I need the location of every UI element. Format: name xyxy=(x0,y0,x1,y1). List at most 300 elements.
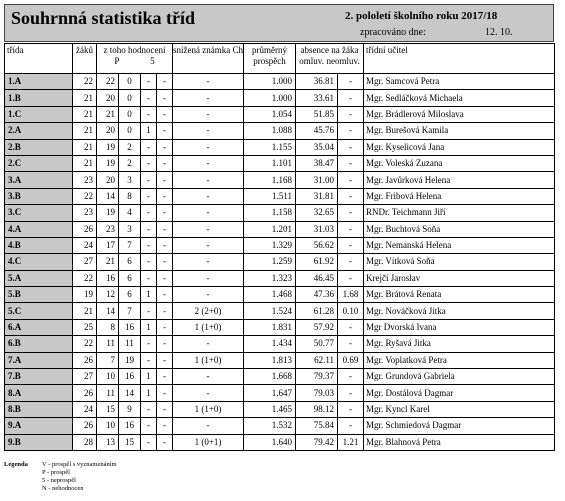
cell-5: 1 xyxy=(141,319,157,335)
cell-trida: 6.A xyxy=(5,319,73,335)
cell-v: 21 xyxy=(97,106,119,122)
table-row xyxy=(5,106,555,122)
cell-trida: 5.A xyxy=(5,270,73,286)
cell-v: 23 xyxy=(97,221,119,237)
cell-ucitel: Mgr. Schmiedová Dagmar xyxy=(364,418,555,434)
cell-ucitel: Mgr. Ryšavá Jitka xyxy=(364,336,555,352)
table-row xyxy=(5,221,555,237)
table-row xyxy=(5,237,555,253)
cell-zaku: 21 xyxy=(73,106,97,122)
cell-v: 11 xyxy=(97,385,119,401)
cell-v: 12 xyxy=(97,287,119,303)
cell-p: 16 xyxy=(119,319,141,335)
cell-trida: 5.B xyxy=(5,287,73,303)
cell-omluv: 57.92 xyxy=(296,319,338,335)
cell-zaku: 21 xyxy=(73,123,97,139)
cell-prumer: 1.668 xyxy=(244,369,296,385)
legend-item: 5 - neprospěl xyxy=(42,477,76,484)
report-title: Souhrnná statistika tříd xyxy=(11,8,196,28)
cell-p: 11 xyxy=(119,336,141,352)
col-header-ucitel: třídní učitel xyxy=(364,44,555,74)
cell-neomluv: 1.21 xyxy=(338,434,364,450)
table-row xyxy=(5,155,555,171)
cell-snizena: - xyxy=(173,155,244,171)
absence-title: absence na žáka xyxy=(300,45,359,55)
cell-trida: 2.B xyxy=(5,139,73,155)
cell-omluv: 79.42 xyxy=(296,434,338,450)
cell-omluv: 31.00 xyxy=(296,172,338,188)
cell-ucitel: Mgr. Blahnová Petra xyxy=(364,434,555,450)
col-header-prumer: průměrný prospěch xyxy=(244,44,296,74)
cell-v: 19 xyxy=(97,155,119,171)
cell-prumer: 1.088 xyxy=(244,123,296,139)
cell-omluv: 47.36 xyxy=(296,287,338,303)
cell-prumer: 1.259 xyxy=(244,254,296,270)
cell-zaku: 22 xyxy=(73,336,97,352)
cell-p: 0 xyxy=(119,123,141,139)
cell-ucitel: Mgr. Nemanská Helena xyxy=(364,237,555,253)
cell-prumer: 1.155 xyxy=(244,139,296,155)
cell-snizena: - xyxy=(173,237,244,253)
cell-5: - xyxy=(141,221,157,237)
cell-zaku: 21 xyxy=(73,155,97,171)
table-row xyxy=(5,319,555,335)
cell-neomluv: - xyxy=(338,221,364,237)
table-row xyxy=(5,369,555,385)
cell-ucitel: Mgr. Brátová Renata xyxy=(364,287,555,303)
cell-p: 0 xyxy=(119,74,141,90)
cell-zaku: 19 xyxy=(73,287,97,303)
hodnoceni-title: z toho hodnocení xyxy=(103,45,166,55)
cell-prumer: 1.168 xyxy=(244,172,296,188)
legend-item: N - nehodnocen xyxy=(42,485,84,492)
cell-prumer: 1.434 xyxy=(244,336,296,352)
cell-omluv: 36.81 xyxy=(296,74,338,90)
cell-n: - xyxy=(157,385,173,401)
cell-zaku: 25 xyxy=(73,319,97,335)
cell-omluv: 31.81 xyxy=(296,188,338,204)
cell-ucitel: Mgr. Kyncl Karel xyxy=(364,401,555,417)
cell-n: - xyxy=(157,352,173,368)
cell-prumer: 1.532 xyxy=(244,418,296,434)
cell-snizena: - xyxy=(173,287,244,303)
absence-sub-omluv: omluv. xyxy=(299,56,324,66)
table-row xyxy=(5,172,555,188)
cell-n: - xyxy=(157,401,173,417)
cell-prumer: 1.000 xyxy=(244,74,296,90)
cell-v: 14 xyxy=(97,188,119,204)
cell-p: 6 xyxy=(119,254,141,270)
cell-neomluv: - xyxy=(338,172,364,188)
cell-ucitel: Mgr. Sedláčková Michaela xyxy=(364,90,555,106)
cell-v: 11 xyxy=(97,336,119,352)
table-row xyxy=(5,205,555,221)
cell-ucitel: Mgr. Grundová Gabriela xyxy=(364,369,555,385)
cell-n: - xyxy=(157,287,173,303)
cell-omluv: 46.45 xyxy=(296,270,338,286)
cell-v: 10 xyxy=(97,369,119,385)
cell-trida: 3.A xyxy=(5,172,73,188)
school-period: 2. pololetí školního roku 2017/18 xyxy=(345,10,498,22)
cell-v: 20 xyxy=(97,90,119,106)
cell-trida: 1.B xyxy=(5,90,73,106)
cell-n: - xyxy=(157,254,173,270)
cell-zaku: 26 xyxy=(73,352,97,368)
cell-5: 1 xyxy=(141,369,157,385)
table-row xyxy=(5,74,555,90)
cell-neomluv: - xyxy=(338,237,364,253)
col-header-absence xyxy=(296,44,364,74)
cell-snizena: 1 (1+0) xyxy=(173,401,244,417)
cell-ucitel: Mgr. Nováčková Jitka xyxy=(364,303,555,319)
cell-p: 7 xyxy=(119,237,141,253)
cell-p: 15 xyxy=(119,434,141,450)
cell-prumer: 1.524 xyxy=(244,303,296,319)
cell-prumer: 1.647 xyxy=(244,385,296,401)
cell-n: - xyxy=(157,90,173,106)
cell-neomluv: - xyxy=(338,155,364,171)
cell-n: - xyxy=(157,106,173,122)
cell-5: - xyxy=(141,352,157,368)
cell-ucitel: Mgr. Burešová Kamila xyxy=(364,123,555,139)
cell-5: - xyxy=(141,336,157,352)
cell-snizena: - xyxy=(173,139,244,155)
table-row xyxy=(5,401,555,417)
cell-zaku: 23 xyxy=(73,205,97,221)
cell-neomluv: - xyxy=(338,336,364,352)
cell-omluv: 75.84 xyxy=(296,418,338,434)
cell-trida: 9.B xyxy=(5,434,73,450)
cell-neomluv: - xyxy=(338,123,364,139)
cell-omluv: 98.12 xyxy=(296,401,338,417)
cell-omluv: 38.47 xyxy=(296,155,338,171)
cell-n: - xyxy=(157,319,173,335)
cell-snizena: - xyxy=(173,254,244,270)
cell-snizena: - xyxy=(173,369,244,385)
cell-ucitel: Mgr. Vítková Soňa xyxy=(364,254,555,270)
cell-p: 16 xyxy=(119,418,141,434)
cell-trida: 7.B xyxy=(5,369,73,385)
cell-zaku: 28 xyxy=(73,434,97,450)
cell-n: - xyxy=(157,270,173,286)
cell-zaku: 22 xyxy=(73,74,97,90)
cell-trida: 3.B xyxy=(5,188,73,204)
cell-5: - xyxy=(141,418,157,434)
legend-title: Legenda xyxy=(4,461,28,468)
cell-trida: 4.B xyxy=(5,237,73,253)
cell-snizena: - xyxy=(173,205,244,221)
cell-n: - xyxy=(157,74,173,90)
table-row xyxy=(5,90,555,106)
cell-zaku: 27 xyxy=(73,369,97,385)
cell-5: - xyxy=(141,155,157,171)
cell-prumer: 1.201 xyxy=(244,221,296,237)
cell-neomluv: - xyxy=(338,90,364,106)
cell-5: 1 xyxy=(141,123,157,139)
table-row xyxy=(5,352,555,368)
cell-neomluv: 1.68 xyxy=(338,287,364,303)
legend-item: V - prospěl s vyznamenáním xyxy=(42,461,117,468)
cell-trida: 8.A xyxy=(5,385,73,401)
cell-omluv: 45.76 xyxy=(296,123,338,139)
col-header-snizena: snížená známka Ch xyxy=(173,44,244,74)
cell-5: - xyxy=(141,188,157,204)
cell-neomluv: - xyxy=(338,254,364,270)
cell-prumer: 1.813 xyxy=(244,352,296,368)
cell-neomluv: 0.69 xyxy=(338,352,364,368)
cell-prumer: 1.158 xyxy=(244,205,296,221)
legend-item: P - prospěl xyxy=(42,469,70,476)
cell-ucitel: Mgr. Dostálová Dagmar xyxy=(364,385,555,401)
cell-snizena: - xyxy=(173,188,244,204)
cell-omluv: 61.92 xyxy=(296,254,338,270)
cell-n: - xyxy=(157,336,173,352)
cell-n: - xyxy=(157,434,173,450)
cell-neomluv: - xyxy=(338,385,364,401)
cell-snizena: - xyxy=(173,106,244,122)
cell-5: - xyxy=(141,303,157,319)
cell-omluv: 31.03 xyxy=(296,221,338,237)
cell-ucitel: Mgr. Brádlerová Miloslava xyxy=(364,106,555,122)
cell-5: 1 xyxy=(141,287,157,303)
cell-p: 8 xyxy=(119,188,141,204)
cell-omluv: 51.85 xyxy=(296,106,338,122)
cell-zaku: 26 xyxy=(73,221,97,237)
cell-5: - xyxy=(141,172,157,188)
cell-snizena: - xyxy=(173,221,244,237)
cell-ucitel: Mgr Dvorská Ivana xyxy=(364,319,555,335)
cell-prumer: 1.465 xyxy=(244,401,296,417)
cell-neomluv: - xyxy=(338,369,364,385)
cell-snizena: - xyxy=(173,90,244,106)
table-row xyxy=(5,418,555,434)
cell-neomluv: - xyxy=(338,319,364,335)
cell-v: 19 xyxy=(97,139,119,155)
cell-v: 17 xyxy=(97,237,119,253)
cell-p: 19 xyxy=(119,352,141,368)
cell-zaku: 22 xyxy=(73,188,97,204)
cell-p: 2 xyxy=(119,155,141,171)
cell-zaku: 26 xyxy=(73,418,97,434)
cell-zaku: 21 xyxy=(73,139,97,155)
cell-v: 22 xyxy=(97,74,119,90)
cell-p: 6 xyxy=(119,287,141,303)
cell-p: 6 xyxy=(119,270,141,286)
cell-trida: 1.A xyxy=(5,74,73,90)
table-row xyxy=(5,336,555,352)
cell-prumer: 1.468 xyxy=(244,287,296,303)
cell-snizena: - xyxy=(173,336,244,352)
cell-zaku: 21 xyxy=(73,90,97,106)
cell-v: 8 xyxy=(97,319,119,335)
cell-neomluv: 0.10 xyxy=(338,303,364,319)
cell-5: - xyxy=(141,401,157,417)
cell-p: 7 xyxy=(119,303,141,319)
cell-omluv: 56.62 xyxy=(296,237,338,253)
cell-ucitel: Mgr. Voplatková Petra xyxy=(364,352,555,368)
cell-ucitel: Mgr. Javůrková Helena xyxy=(364,172,555,188)
cell-prumer: 1.101 xyxy=(244,155,296,171)
cell-p: 3 xyxy=(119,221,141,237)
cell-v: 7 xyxy=(97,352,119,368)
cell-zaku: 23 xyxy=(73,172,97,188)
cell-snizena: 1 (0+1) xyxy=(173,434,244,450)
cell-n: - xyxy=(157,369,173,385)
cell-5: - xyxy=(141,106,157,122)
cell-snizena: - xyxy=(173,270,244,286)
cell-ucitel: Krejčí Jaroslav xyxy=(364,270,555,286)
cell-v: 15 xyxy=(97,401,119,417)
cell-omluv: 32.65 xyxy=(296,205,338,221)
table-row xyxy=(5,139,555,155)
hodnoceni-sub-p: P xyxy=(114,56,120,66)
cell-zaku: 24 xyxy=(73,401,97,417)
cell-trida: 4.C xyxy=(5,254,73,270)
cell-prumer: 1.511 xyxy=(244,188,296,204)
cell-omluv: 35.04 xyxy=(296,139,338,155)
cell-omluv: 79.03 xyxy=(296,385,338,401)
cell-p: 14 xyxy=(119,385,141,401)
cell-prumer: 1.831 xyxy=(244,319,296,335)
cell-neomluv: - xyxy=(338,188,364,204)
cell-v: 20 xyxy=(97,172,119,188)
col-header-zaku: žáků xyxy=(73,44,97,74)
cell-ucitel: Mgr. Samcová Petra xyxy=(364,74,555,90)
cell-n: - xyxy=(157,418,173,434)
table-row xyxy=(5,123,555,139)
cell-p: 0 xyxy=(119,106,141,122)
cell-v: 10 xyxy=(97,418,119,434)
cell-prumer: 1.640 xyxy=(244,434,296,450)
cell-neomluv: - xyxy=(338,139,364,155)
table-row xyxy=(5,188,555,204)
report-header xyxy=(4,4,554,42)
cell-v: 21 xyxy=(97,254,119,270)
col-header-hodnoceni xyxy=(97,44,173,74)
cell-neomluv: - xyxy=(338,74,364,90)
cell-prumer: 1.054 xyxy=(244,106,296,122)
table-row xyxy=(5,303,555,319)
cell-v: 16 xyxy=(97,270,119,286)
cell-v: 13 xyxy=(97,434,119,450)
cell-prumer: 1.323 xyxy=(244,270,296,286)
processed-date: 12. 10. xyxy=(485,27,513,38)
col-header-trida: třída xyxy=(5,44,73,74)
cell-p: 4 xyxy=(119,205,141,221)
cell-omluv: 33.61 xyxy=(296,90,338,106)
cell-omluv: 62.11 xyxy=(296,352,338,368)
cell-p: 2 xyxy=(119,139,141,155)
cell-ucitel: Mgr. Fribová Helena xyxy=(364,188,555,204)
cell-ucitel: Mgr. Kyselicová Jana xyxy=(364,139,555,155)
cell-snizena: - xyxy=(173,123,244,139)
cell-snizena: 1 (1+0) xyxy=(173,352,244,368)
cell-snizena: 2 (2+0) xyxy=(173,303,244,319)
cell-n: - xyxy=(157,221,173,237)
cell-n: - xyxy=(157,123,173,139)
cell-n: - xyxy=(157,188,173,204)
cell-snizena: - xyxy=(173,418,244,434)
cell-neomluv: - xyxy=(338,401,364,417)
cell-trida: 1.C xyxy=(5,106,73,122)
cell-neomluv: - xyxy=(338,205,364,221)
cell-neomluv: - xyxy=(338,106,364,122)
cell-n: - xyxy=(157,155,173,171)
table-row xyxy=(5,434,555,450)
cell-5: - xyxy=(141,434,157,450)
table-row xyxy=(5,254,555,270)
cell-n: - xyxy=(157,139,173,155)
cell-snizena: - xyxy=(173,74,244,90)
cell-5: - xyxy=(141,237,157,253)
processed-label: zpracováno dne: xyxy=(360,27,426,38)
cell-p: 3 xyxy=(119,172,141,188)
cell-neomluv: - xyxy=(338,418,364,434)
table-header-row xyxy=(5,44,555,74)
hodnoceni-sub-5: 5 xyxy=(150,56,155,66)
cell-5: - xyxy=(141,90,157,106)
cell-p: 0 xyxy=(119,90,141,106)
cell-ucitel: Mgr. Buchtová Soňa xyxy=(364,221,555,237)
cell-omluv: 50.77 xyxy=(296,336,338,352)
table-row xyxy=(5,287,555,303)
cell-trida: 7.A xyxy=(5,352,73,368)
cell-trida: 9.A xyxy=(5,418,73,434)
cell-trida: 2.C xyxy=(5,155,73,171)
cell-n: - xyxy=(157,205,173,221)
cell-trida: 2.A xyxy=(5,123,73,139)
cell-zaku: 22 xyxy=(73,270,97,286)
cell-zaku: 21 xyxy=(73,303,97,319)
cell-5: - xyxy=(141,205,157,221)
absence-sub-neomluv: neomluv. xyxy=(326,56,360,66)
cell-prumer: 1.329 xyxy=(244,237,296,253)
cell-trida: 5.C xyxy=(5,303,73,319)
cell-trida: 8.B xyxy=(5,401,73,417)
cell-v: 19 xyxy=(97,205,119,221)
cell-trida: 6.B xyxy=(5,336,73,352)
cell-5: - xyxy=(141,270,157,286)
class-statistics-table xyxy=(4,43,555,451)
cell-5: - xyxy=(141,139,157,155)
cell-snizena: - xyxy=(173,172,244,188)
cell-zaku: 26 xyxy=(73,385,97,401)
cell-n: - xyxy=(157,303,173,319)
cell-5: - xyxy=(141,254,157,270)
table-row xyxy=(5,270,555,286)
cell-p: 9 xyxy=(119,401,141,417)
cell-omluv: 79.37 xyxy=(296,369,338,385)
cell-ucitel: Mgr. Voleská Zuzana xyxy=(364,155,555,171)
cell-zaku: 24 xyxy=(73,237,97,253)
cell-n: - xyxy=(157,172,173,188)
cell-n: - xyxy=(157,237,173,253)
cell-trida: 4.A xyxy=(5,221,73,237)
cell-v: 20 xyxy=(97,123,119,139)
cell-p: 16 xyxy=(119,369,141,385)
cell-neomluv: - xyxy=(338,270,364,286)
cell-5: - xyxy=(141,74,157,90)
cell-trida: 3.C xyxy=(5,205,73,221)
cell-5: 1 xyxy=(141,385,157,401)
cell-prumer: 1.000 xyxy=(244,90,296,106)
cell-snizena: - xyxy=(173,385,244,401)
cell-snizena: 1 (1+0) xyxy=(173,319,244,335)
cell-v: 14 xyxy=(97,303,119,319)
cell-ucitel: RNDr. Teichmann Jiří xyxy=(364,205,555,221)
legend-items xyxy=(42,461,202,493)
cell-omluv: 61.28 xyxy=(296,303,338,319)
